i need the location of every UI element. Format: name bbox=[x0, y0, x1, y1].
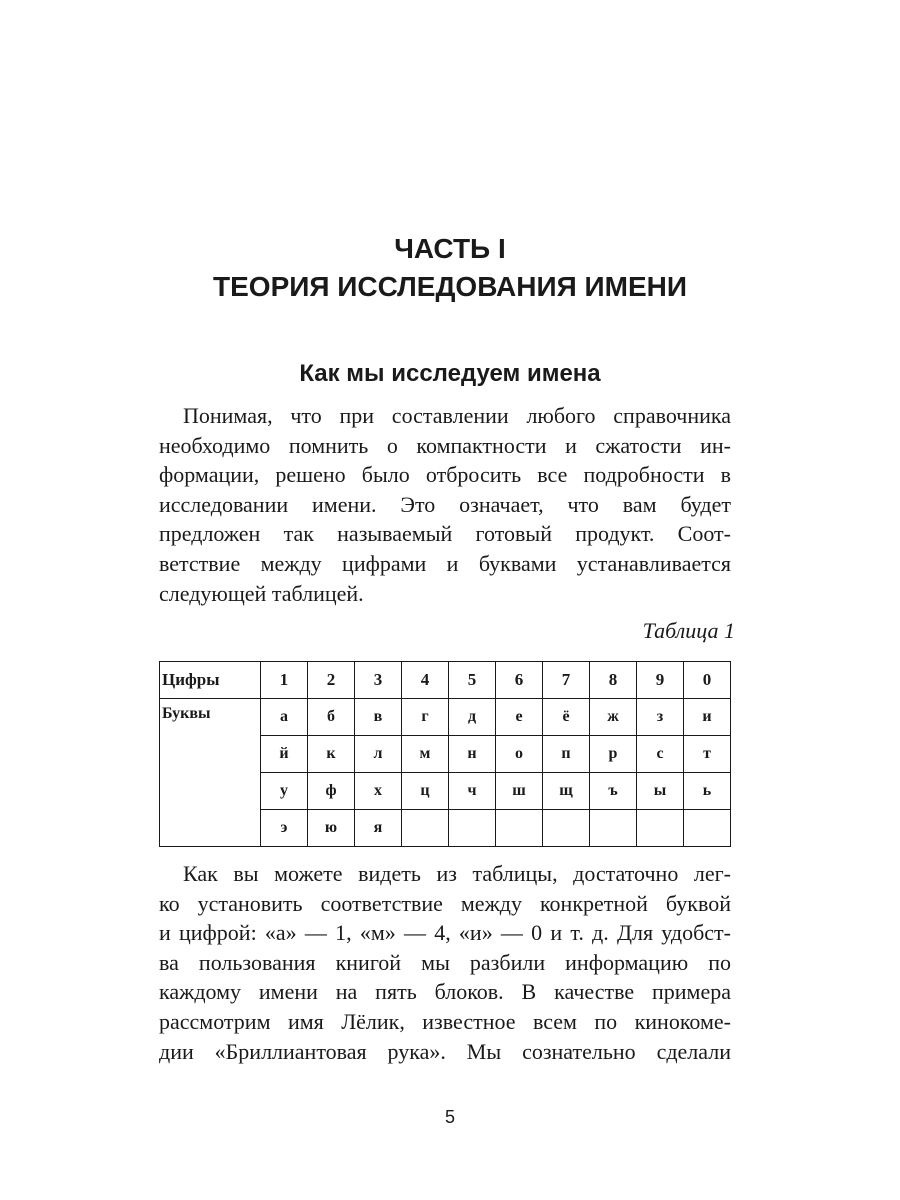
digit-cell: 5 bbox=[449, 662, 496, 699]
letter-cell: й bbox=[261, 736, 308, 773]
paragraph-line: ветствие между цифрами и буквами устанавливается bbox=[159, 550, 731, 576]
digit-cell: 2 bbox=[308, 662, 355, 699]
letter-cell: и bbox=[684, 699, 731, 736]
letter-cell: ы bbox=[637, 773, 684, 810]
paragraph-line: предложен так называемый готовый продукт. Соот- bbox=[159, 521, 731, 547]
letter-cell bbox=[637, 810, 684, 847]
paragraph-line: Понимая, что при составлении любого справочника bbox=[183, 403, 731, 428]
digit-cell: 7 bbox=[543, 662, 590, 699]
digit-cell: 8 bbox=[590, 662, 637, 699]
explanation-paragraph bbox=[159, 859, 731, 1066]
paragraph-line: необходимо помнить о компактности и сжатости ин- bbox=[159, 432, 731, 458]
letter-cell: з bbox=[637, 699, 684, 736]
digit-cell: 4 bbox=[402, 662, 449, 699]
letter-cell: д bbox=[449, 699, 496, 736]
letter-cell: о bbox=[496, 736, 543, 773]
letter-cell: в bbox=[355, 699, 402, 736]
digit-cell: 3 bbox=[355, 662, 402, 699]
letters-label: Буквы bbox=[160, 699, 261, 847]
letter-cell: щ bbox=[543, 773, 590, 810]
paragraph-line: ва пользования книгой мы разбили информацию по bbox=[159, 949, 731, 975]
letter-cell bbox=[402, 810, 449, 847]
letter-cell: х bbox=[355, 773, 402, 810]
letter-cell: ж bbox=[590, 699, 637, 736]
letter-cell: у bbox=[261, 773, 308, 810]
letter-cell: э bbox=[261, 810, 308, 847]
letter-cell: м bbox=[402, 736, 449, 773]
page-number: 5 bbox=[444, 1107, 455, 1127]
digit-cell: 6 bbox=[496, 662, 543, 699]
letter-cell: с bbox=[637, 736, 684, 773]
paragraph-line: рассмотрим имя Лёлик, известное всем по кинокоме- bbox=[159, 1008, 731, 1034]
paragraph-line: Как вы можете видеть из таблицы, достаточно лег- bbox=[183, 861, 731, 886]
paragraph-line: исследовании имени. Это означает, что вам будет bbox=[159, 491, 731, 517]
digit-cell: 9 bbox=[637, 662, 684, 699]
letter-cell: т bbox=[684, 736, 731, 773]
letter-cell bbox=[543, 810, 590, 847]
digit-cell: 1 bbox=[261, 662, 308, 699]
paragraph-line: каждому имени на пять блоков. В качестве примера bbox=[159, 979, 731, 1005]
intro-paragraph bbox=[159, 401, 731, 608]
letters-row bbox=[160, 699, 731, 736]
paragraph-line: дии «Бриллиантовая рука». Мы сознательно сделали bbox=[159, 1038, 731, 1064]
letter-cell bbox=[449, 810, 496, 847]
letter-cell: ф bbox=[308, 773, 355, 810]
letter-cell: ё bbox=[543, 699, 590, 736]
letter-cell bbox=[684, 810, 731, 847]
letter-cell bbox=[496, 810, 543, 847]
letter-cell: л bbox=[355, 736, 402, 773]
letter-cell: ч bbox=[449, 773, 496, 810]
part-title: ТЕОРИЯ ИССЛЕДОВАНИЯ ИМЕНИ bbox=[213, 271, 687, 302]
letter-cell bbox=[590, 810, 637, 847]
letter-cell: ш bbox=[496, 773, 543, 810]
section-title: Как мы исследуем имена bbox=[299, 360, 601, 387]
digits-label: Цифры bbox=[160, 662, 261, 699]
letter-cell: б bbox=[308, 699, 355, 736]
letter-cell: я bbox=[355, 810, 402, 847]
letter-cell: р bbox=[590, 736, 637, 773]
letter-cell: ъ bbox=[590, 773, 637, 810]
letter-cell: а bbox=[261, 699, 308, 736]
letter-cell: н bbox=[449, 736, 496, 773]
letter-cell: п bbox=[543, 736, 590, 773]
digit-letter-table bbox=[159, 661, 731, 847]
paragraph-line: следующей таблицей. bbox=[159, 580, 364, 606]
table-caption: Таблица 1 bbox=[642, 618, 735, 643]
paragraph-line: ко установить соответствие между конкретной буквой bbox=[159, 890, 731, 916]
paragraph-line: и цифрой: «а» — 1, «м» — 4, «и» — 0 и т. д. Для удобст- bbox=[159, 920, 731, 946]
part-number: ЧАСТЬ I bbox=[394, 233, 506, 264]
paragraph-line: формации, решено было отбросить все подробности в bbox=[159, 462, 731, 488]
letter-cell: ц bbox=[402, 773, 449, 810]
letter-cell: е bbox=[496, 699, 543, 736]
letter-cell: ю bbox=[308, 810, 355, 847]
part-heading bbox=[0, 230, 900, 306]
letter-cell: ь bbox=[684, 773, 731, 810]
letter-cell: к bbox=[308, 736, 355, 773]
digits-row bbox=[160, 662, 731, 699]
letter-cell: г bbox=[402, 699, 449, 736]
digit-cell: 0 bbox=[684, 662, 731, 699]
